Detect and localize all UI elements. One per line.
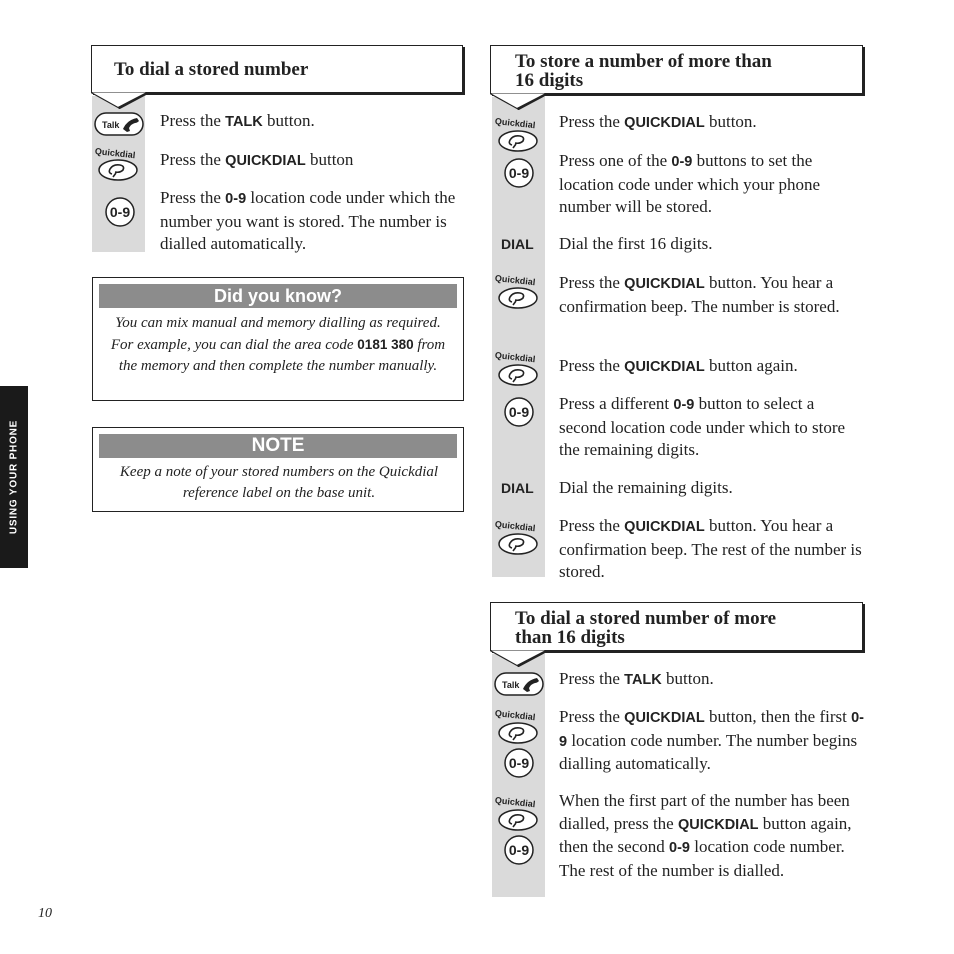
did-you-know-heading: Did you know? xyxy=(99,284,457,308)
s3-step2: Press the QUICKDIAL button, then the first 0-9 location code number. The number begins dialling automatically. xyxy=(559,707,865,773)
dial-label: DIAL xyxy=(501,480,534,496)
quickdial-icon-label: Quickdial xyxy=(494,350,536,365)
s3-header-notch xyxy=(490,650,548,667)
s3-title-line1: To dial a stored number of more xyxy=(515,608,777,629)
s3-step1: Press the TALK button. xyxy=(559,669,714,688)
s1-header xyxy=(91,45,463,93)
quickdial-icon-label: Quickdial xyxy=(494,519,536,534)
s2-step8: Press the QUICKDIAL button. You hear a confirmation beep. The rest of the number is stored. xyxy=(559,516,862,581)
s2-step4: Press the QUICKDIAL button. You hear a confirmation beep. The number is stored. xyxy=(559,273,840,316)
s2-title-line2: 16 digits xyxy=(515,70,584,91)
s1-title: To dial a stored number xyxy=(114,59,309,80)
s2-step7: Dial the remaining digits. xyxy=(559,478,733,497)
talk-icon xyxy=(94,112,144,136)
s1-step3: Press the 0-9 location code under which the number you want is stored. The number is dialled automatically. xyxy=(160,188,456,253)
note-heading: NOTE xyxy=(99,434,457,458)
did-you-know-box xyxy=(92,277,464,401)
s3-header xyxy=(490,602,863,651)
s3-step3: When the first part of the number has been dialled, press the QUICKDIAL button again, then the second 0-9 location code number. The rest of the number is dialled. xyxy=(559,791,852,880)
keypad-0-9-icon xyxy=(503,396,535,428)
s2-title-line1: To store a number of more than xyxy=(515,51,772,72)
quickdial-icon-label: Quickdial xyxy=(494,116,536,131)
dial-label: DIAL xyxy=(501,236,534,252)
s2-header-notch xyxy=(490,93,548,110)
s2-header xyxy=(490,45,863,94)
quickdial-icon-label: Quickdial xyxy=(94,146,136,161)
talk-icon xyxy=(494,672,544,696)
s1-step2: Press the QUICKDIAL button xyxy=(160,150,354,169)
s3-title-line2: than 16 digits xyxy=(515,627,625,648)
s1-header-notch xyxy=(91,92,149,109)
s2-step5: Press the QUICKDIAL button again. xyxy=(559,356,798,375)
keypad-0-9-icon xyxy=(503,157,535,189)
s2-step2: Press one of the 0-9 buttons to set the location code under which your phone number will be stored. xyxy=(559,151,821,216)
did-you-know-text: You can mix manual and memory dialling as required. For example, you can dial the area code 0181 380 from the memory and then complete the number manually. xyxy=(110,315,446,374)
quickdial-icon-label: Quickdial xyxy=(494,708,536,723)
quickdial-icon-label: Quickdial xyxy=(494,795,536,810)
quickdial-icon-label: Quickdial xyxy=(494,273,536,288)
page-number: 10 xyxy=(38,906,52,921)
keypad-0-9-icon xyxy=(503,747,535,779)
side-tab xyxy=(0,386,28,568)
keypad-0-9-icon xyxy=(503,834,535,866)
s2-step6: Press a different 0-9 button to select a second location code under which to store the remaining digits. xyxy=(559,394,846,459)
s2-step3: Dial the first 16 digits. xyxy=(559,234,713,253)
side-tab-label: USING YOUR PHONE xyxy=(8,419,20,535)
s2-step1: Press the QUICKDIAL button. xyxy=(559,112,757,131)
note-text: Keep a note of your stored numbers on the Quickdial reference label on the base unit. xyxy=(119,464,439,501)
note-box xyxy=(92,427,464,512)
s1-step1: Press the TALK button. xyxy=(160,111,315,130)
keypad-0-9-icon xyxy=(104,196,136,228)
